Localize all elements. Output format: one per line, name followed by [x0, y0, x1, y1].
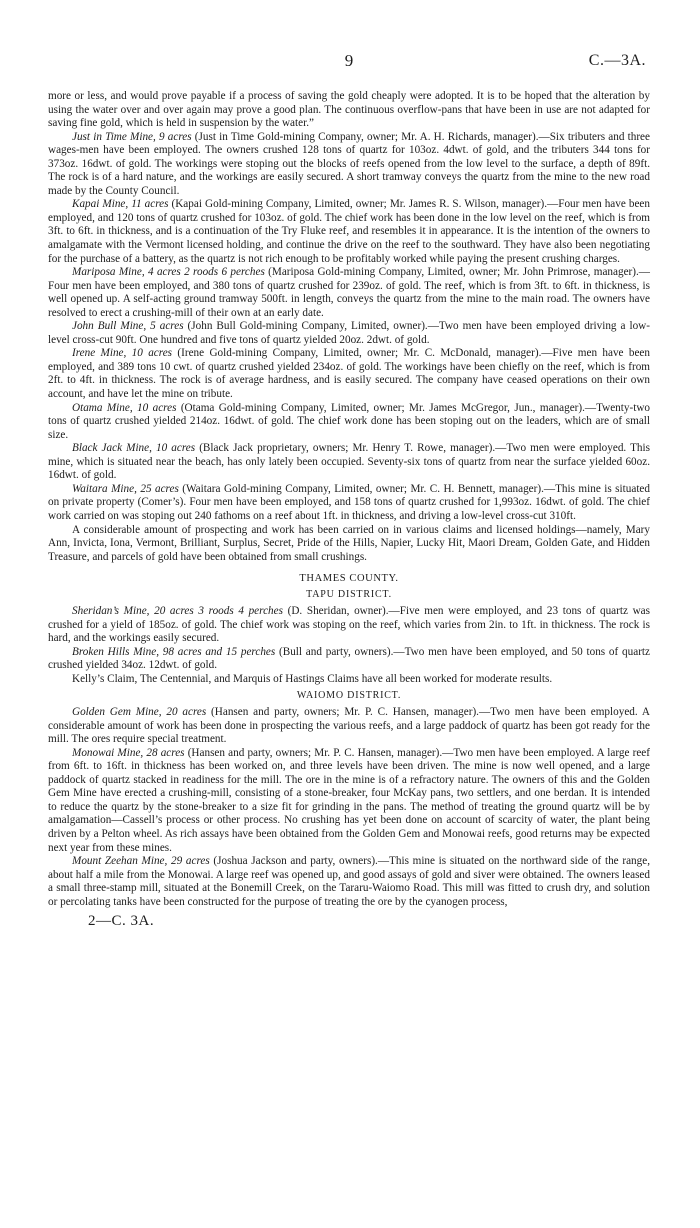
mine-title: John Bull Mine, 5 acres: [72, 320, 184, 333]
mine-title: Kapai Mine, 11 acres: [72, 198, 169, 211]
mine-paragraph: [48, 442, 650, 483]
mine-paragraph: [48, 646, 650, 673]
mine-text: (Irene Gold-mining Company, Limited, owner; Mr. C. McDonald, manager).—Five men have been employed, and 389 tons 10 cwt. of quartz crushed yielded 234oz. of gold. The workings have been chiefly on the reef, which is from 2ft. to 4ft. in thickness. The rock is of average hardness, and is easily secured. The company have ceased operations on their own account, and have let the mine on tribute.: [48, 347, 650, 401]
mine-text: (D. Sheridan, owner).—Five men were employed, and 23 tons of quartz was crushed for a yield of 185oz. of gold. The chief work was stoping on the reef, which varies from 2in. to 1ft. in thickness. The rock is hard, and the workings easily secured.: [48, 605, 650, 645]
page-header: [48, 51, 650, 76]
mine-title: Monowai Mine, 28 acres: [72, 746, 185, 759]
mine-reports-b: [48, 605, 650, 673]
mine-reports-c: [48, 706, 650, 909]
mine-text: (Kapai Gold-mining Company, Limited, owner; Mr. James R. S. Wilson, manager).—Four men have been employed, and 120 tons of quartz crushed for 103oz. of gold. The chief work has been done in the low level on the reef, which is from 3ft. to 6ft. in thickness, and is a continuation of the Try Fluke reef, and resembles it in appearance. It is the intention of the owners to amalgamate with the Vermont licensed holding, and continue the drive on the reef to the southward. They have also been negotiating for the purchase of a battery, as the quartz is not rich enough to be profitably worked while paying the present crushing charges.: [48, 198, 650, 265]
mine-reports-a: [48, 131, 650, 524]
document-reference: C.—3A.: [588, 52, 646, 69]
mine-paragraph: [48, 855, 650, 909]
mine-paragraph: [48, 266, 650, 320]
mine-title: Irene Mine, 10 acres: [72, 347, 173, 360]
mine-text: (Bull and party, owners).—Two men have been employed, and 50 tons of quartz crushed yielded 34oz. 12dwt. of gold.: [48, 645, 650, 672]
mine-title: Just in Time Mine, 9 acres: [72, 130, 192, 143]
mine-paragraph: [48, 483, 650, 524]
mine-text: (Hansen and party, owners; Mr. P. C. Hansen, manager).—Two men have been employed. A considerable amount of work has been done in prospecting the various reefs, and a large paddock of quartz has been got ready for the mill. The ores require special treatment.: [48, 706, 650, 746]
mine-title: Sheridan’s Mine, 20 acres 3 roods 4 perches: [72, 605, 283, 618]
mine-title: Waitara Mine, 25 acres: [72, 482, 179, 495]
mine-text: (Black Jack proprietary, owners; Mr. Henry T. Rowe, manager).—Two men were employed. This mine, which is situated near the beach, has only lately been occupied. Seventy-six tons of quartz from near the surface yielded 60oz. 16dwt. of gold.: [48, 442, 650, 482]
mine-paragraph: [48, 605, 650, 646]
mine-title: Mount Zeehan Mine, 29 acres: [72, 855, 210, 868]
mine-title: Otama Mine, 10 acres: [72, 401, 177, 414]
mine-paragraph: [48, 402, 650, 443]
claims-paragraph: Kelly’s Claim, The Centennial, and Marquis of Hastings Claims have all been worked for moderate results.: [72, 672, 553, 685]
mine-title: Mariposa Mine, 4 acres 2 roods 6 perches: [72, 266, 265, 279]
mine-text: (Otama Gold-mining Company, Limited, owner; Mr. James McGregor, Jun., manager).—Twenty-two tons of quartz crushed yielded 214oz. 16dwt. of gold. The chief work done has been stoping out on the leaders, which are of small size.: [48, 401, 650, 441]
mine-paragraph: [48, 347, 650, 401]
intro-paragraph: more or less, and would prove payable if a process of saving the gold cheaply were adopted. It is to be hoped that the alteration by using the water over and over again may prove a good plan. The continuous overflow-pans that have been in use are not adapted for saving fine gold, which is held in suspension by the water.”: [48, 90, 650, 130]
mine-text: (Just in Time Gold-mining Company, owner; Mr. A. H. Richards, manager).—Six tributers and three wages-men have been employed. The owners crushed 128 tons of quartz for 103oz. 4dwt. of gold, and the tributers 344 tons for 373oz. 16dwt. of gold. The workings were stoping out the blocks of reefs opened from the low level to the surface, a depth of 89ft. The rock is of a hard nature, and the workings are easily secured. A short tramway conveys the quartz from the mine to the new road made by the County Council.: [48, 130, 650, 197]
mine-title: Black Jack Mine, 10 acres: [72, 442, 196, 455]
mine-paragraph: [48, 706, 650, 747]
mine-paragraph: [48, 320, 650, 347]
mine-paragraph: [48, 198, 650, 266]
district-heading-waiomo: WAIOMO DISTRICT.: [296, 689, 402, 701]
mine-text: (Hansen and party, owners; Mr. P. C. Hansen, manager).—Two men have been employed. A large reef from 6ft. to 16ft. in thickness has been worked on, and three levels have been driven. The mine is now well opened, and a large paddock of quartz stacked in readiness for the mill. The ore in the mine is of a refractory nature. The owners of this and the Golden Gem Mine have erected a crushing-mill, consisting of a stone-breaker, four McKay pans, two settlers, and one berdan. It is intended to reduce the quartz by the stone-breaker to a size fit for grinding in the pans. The method of treating the ground quartz will be by amalgamation—Cassell’s process or other process. No crushing has yet been done on account of scarcity of water, the plant being driven by a Pelton wheel. As rich assays have been obtained from the Golden Gem and Monowai reefs, good returns may be expected next year from these mines.: [48, 746, 650, 854]
page-number: 9: [344, 51, 354, 70]
county-heading: THAMES COUNTY.: [299, 573, 399, 585]
mine-text: (John Bull Gold-mining Company, Limited, owner).—Two men have been employed driving a low-level cross-cut 90ft. One hundred and five tons of quartz yielded 20oz. 2dwt. of gold.: [48, 320, 650, 346]
mine-paragraph: [48, 747, 650, 855]
mine-title: Broken Hills Mine, 98 acres and 15 perches: [72, 645, 276, 658]
mine-title: Golden Gem Mine, 20 acres: [72, 706, 207, 719]
mine-text: (Mariposa Gold-mining Company, Limited, owner; Mr. John Primrose, manager).—Four men have been employed, and 380 tons of quartz crushed for 239oz. of gold. The reef, which is from 3ft. to 6ft. in thickness, is well opened up. A self-acting ground tramway 500ft. in length, conveys the quartz from the mine to the main road. The owners have resolved to erect a crushing-mill of their own at an early date.: [48, 266, 650, 319]
mine-paragraph: [48, 131, 650, 199]
prospecting-paragraph: A considerable amount of prospecting and work has been carried on in various claims and licensed holdings—namely, Mary Ann, Invicta, Iona, Vermont, Brilliant, Surplus, Secret, Pride of the Hills, Napier, Lucky Hit, Maori Dream, Golden Gate, and Hidden Treasure, and parcels of gold have been obtained from small crushings.: [48, 523, 650, 563]
footer-signature: 2—C. 3A.: [88, 913, 155, 930]
mine-text: (Waitara Gold-mining Company, Limited, owner; Mr. C. H. Bennett, manager).—This mine is situated on private property (Comer’s). Four men have been employed, and 158 tons of quartz crushed for 1,993oz. 16dwt. of gold. The chief work carried on was stoping out 240 fathoms on a reef about 1ft. in thickness, and driving a low-level cross-cut 310ft.: [48, 482, 650, 522]
district-heading-tapu: TAPU DISTRICT.: [306, 588, 392, 600]
document-page: [48, 51, 650, 930]
mine-text: (Joshua Jackson and party, owners).—This mine is situated on the northward side of the range, about half a mile from the Monowai. A large reef was opened up, and good assays of gold and siver were obtained. The owners leased a small three-stamp mill, situated at the Bonemill Creek, on the Tararu-Waiomo Road. This mill was fitted to crush dry, and solution or percolating tanks have been constructed for the purpose of treating the ore by the cyanogen process,: [48, 855, 650, 908]
